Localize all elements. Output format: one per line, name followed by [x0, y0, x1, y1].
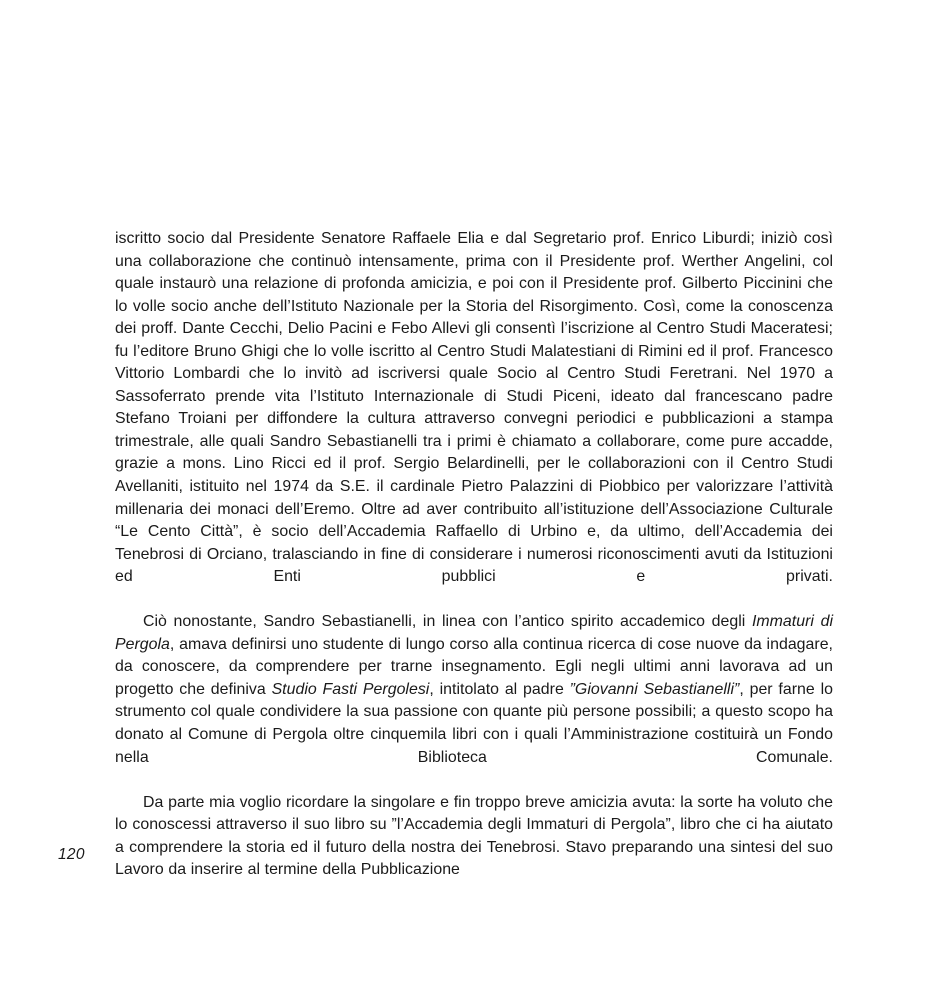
italic-title-run: Immaturi di Pergola	[115, 613, 833, 653]
italic-title-run: ”Giovanni Sebastianelli”	[569, 680, 740, 698]
text-run: , per farne lo strumento col quale condividere la sua passione con quante più persone possibili; a questo scopo ha donato al Comune di Pergola oltre cinquemila libri con i quali l’Amministrazione costituirà un Fondo nella Biblioteca Comunale.	[115, 680, 833, 766]
page-number: 120	[58, 846, 85, 863]
italic-title-run: Studio Fasti Pergolesi	[271, 680, 430, 698]
text-run: Ciò nonostante, Sandro Sebastianelli, in linea con l’antico spirito accademico degli	[143, 613, 752, 631]
paragraph-2	[115, 611, 833, 791]
text-run: iscritto socio dal Presidente Senatore Raffaele Elia e dal Segretario prof. Enrico Liburdi; iniziò così una collaborazione che continuò intensamente, prima con il Presidente prof. Werther Angelini, col quale instaurò una relazione di profonda amicizia, e poi con il Presidente prof. Gilberto Piccinini che lo volle socio anche dell’Istituto Nazionale per la Storia del Risorgimento. Così, come la conoscenza dei proff. Dante Cecchi, Delio Pacini e Febo Allevi gli consentì l’iscrizione al Centro Studi Maceratesi; fu l’editore Bruno Ghigi che lo volle iscritto al Centro Studi Malatestiani di Rimini ed il prof. Francesco Vittorio Lombardi che lo invitò ad iscriversi quale Socio al Centro Studi Feretrani. Nel 1970 a Sassoferrato prende vita l’Istituto Internazionale di Studi Piceni, ideato dal francescano padre Stefano Troiani per diffondere la cultura attraverso convegni periodici e pubblicazioni a stampa trimestrale, alle quali Sandro Sebastianelli tra i primi è chiamato a collaborare, come pure accadde, grazie a mons. Lino Ricci ed il prof. Sergio Belardinelli, per le collaborazioni con il Centro Studi Avellaniti, istituito nel 1974 da S.E. il cardinale Pietro Palazzini di Piobbico per valorizzare l’attività millenaria dei monaci dell’Eremo. Oltre ad aver contribuito all’istituzione dell’Associazione Culturale “Le Cento Città”, è socio dell’Accademia Raffaello di Urbino e, da ultimo, dell’Accademia dei Tenebrosi di Orciano, tralasciando in fine di considerare i numerosi riconoscimenti avuti da Istituzioni ed Enti pubblici e privati.	[115, 230, 833, 586]
text-run: Da parte mia voglio ricordare la singolare e fin troppo breve amicizia avuta: la sorte ha voluto che lo conoscessi attraverso il suo libro su ”l’Accademia degli Immaturi di Pergola”, libro che ci ha aiutato a comprendere la storia ed il futuro della nostra dei Tenebrosi. Stavo preparando una sintesi del suo Lavoro da inserire al termine della Pubblicazione	[115, 793, 833, 879]
text-run: , amava definirsi uno studente di lungo corso alla continua ricerca di cose nuove da indagare, da conoscere, da comprendere per trarne insegnamento. Egli negli ultimi anni lavorava ad un progetto che definiva	[115, 635, 833, 698]
paragraph-1	[115, 228, 833, 611]
paragraph-3	[115, 792, 833, 882]
text-run: , intitolato al padre	[429, 680, 570, 698]
body-text-block	[115, 228, 833, 882]
